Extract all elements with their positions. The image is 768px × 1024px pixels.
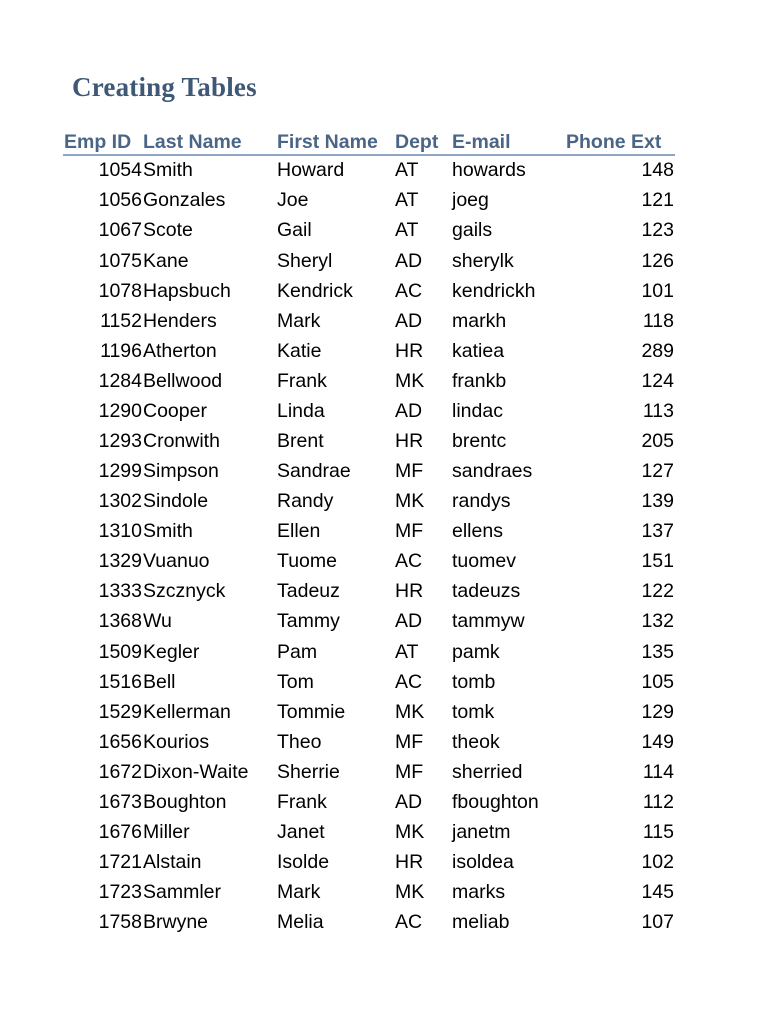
first-name-cell[interactable]: Sherrie	[277, 760, 340, 783]
last-name-cell[interactable]: Sindole	[143, 490, 209, 513]
table-row	[63, 487, 675, 517]
last-name-cell[interactable]: Miller	[143, 821, 190, 843]
first-name-cell[interactable]: Tadeuz	[277, 580, 340, 603]
header-dept[interactable]: Dept	[395, 126, 452, 155]
last-name-cell[interactable]: Kane	[143, 249, 189, 272]
email-cell[interactable]: isoldea	[452, 851, 514, 874]
phone-ext-cell[interactable]: 102	[641, 851, 674, 874]
table-row	[63, 276, 675, 306]
first-name-cell[interactable]: Katie	[277, 339, 322, 362]
last-name-cell[interactable]: Cooper	[143, 399, 207, 422]
emp-id-cell[interactable]: 1516	[98, 670, 142, 693]
employee-table	[63, 126, 675, 938]
table-row	[63, 457, 675, 487]
dept-cell[interactable]: AC	[395, 550, 423, 573]
first-name-cell[interactable]: Brent	[277, 429, 324, 452]
email-cell[interactable]: theok	[452, 730, 500, 753]
first-name-cell[interactable]: Mark	[277, 309, 321, 332]
table-row	[63, 667, 675, 697]
email-cell[interactable]: howards	[452, 159, 526, 182]
last-name-cell[interactable]: Smith	[143, 520, 193, 543]
first-name-cell[interactable]: Theo	[277, 730, 322, 753]
last-name-cell[interactable]: Kourios	[143, 730, 210, 753]
last-name-cell[interactable]: Hapsbuch	[143, 279, 231, 302]
table-row	[63, 637, 675, 667]
email-cell[interactable]: gails	[452, 219, 493, 242]
email-cell[interactable]: tomb	[452, 670, 496, 693]
first-name-cell[interactable]: Isolde	[277, 851, 330, 874]
phone-ext-cell[interactable]: 115	[642, 821, 674, 843]
emp-id-cell[interactable]: 1056	[98, 189, 142, 212]
phone-ext-cell[interactable]: 114	[642, 760, 674, 783]
last-name-cell[interactable]: Wu	[143, 610, 172, 633]
email-cell[interactable]: tadeuzs	[452, 580, 521, 603]
phone-ext-cell[interactable]: 101	[641, 279, 674, 302]
last-name-cell[interactable]: Dixon-Waite	[143, 760, 249, 783]
table-row	[63, 427, 675, 457]
first-name-cell[interactable]: Joe	[277, 189, 309, 212]
last-name-cell[interactable]: Smith	[143, 159, 193, 182]
email-cell[interactable]: lindac	[452, 399, 503, 422]
table-row	[63, 186, 675, 216]
table-row	[63, 367, 675, 397]
emp-id-cell[interactable]: 1329	[98, 550, 142, 573]
emp-id-cell[interactable]: 1333	[98, 580, 142, 603]
email-cell[interactable]: pamk	[452, 640, 500, 663]
table-row	[63, 246, 675, 276]
last-name-cell[interactable]: Alstain	[143, 851, 202, 874]
table-row	[63, 155, 675, 186]
table-row	[63, 848, 675, 878]
table-row	[63, 577, 675, 607]
email-cell[interactable]: katiea	[452, 339, 505, 362]
dept-cell[interactable]: AC	[395, 911, 423, 934]
last-name-cell[interactable]: Simpson	[143, 460, 219, 483]
phone-ext-cell[interactable]: 139	[641, 490, 674, 513]
emp-id-cell[interactable]: 1676	[98, 821, 142, 843]
emp-id-cell[interactable]: 1152	[100, 309, 142, 332]
page-title: Creating Tables	[72, 72, 257, 102]
dept-cell[interactable]: MF	[395, 520, 424, 543]
dept-cell[interactable]: AT	[395, 159, 419, 182]
dept-cell[interactable]: HR	[395, 429, 424, 452]
table-row	[63, 727, 675, 757]
phone-ext-cell[interactable]: 122	[641, 580, 674, 603]
email-cell[interactable]: ellens	[452, 520, 503, 543]
email-cell[interactable]: marks	[452, 881, 506, 904]
last-name-cell[interactable]: Atherton	[143, 339, 217, 362]
table-row	[63, 397, 675, 427]
table-row	[63, 758, 675, 788]
phone-ext-cell[interactable]: 112	[642, 790, 674, 813]
last-name-cell[interactable]: Kegler	[143, 640, 200, 663]
dept-cell[interactable]: MF	[395, 730, 424, 753]
dept-cell[interactable]: MK	[395, 700, 425, 723]
phone-ext-cell[interactable]: 129	[641, 700, 674, 723]
first-name-cell[interactable]: Sheryl	[277, 249, 333, 272]
table-row	[63, 818, 675, 848]
phone-ext-cell[interactable]: 107	[641, 911, 674, 934]
first-name-cell[interactable]: Ellen	[277, 520, 321, 543]
table-row	[63, 788, 675, 818]
first-name-cell[interactable]: Tuome	[277, 550, 337, 573]
phone-ext-cell[interactable]: 126	[641, 249, 674, 272]
table-row	[63, 216, 675, 246]
first-name-cell[interactable]: Sandrae	[277, 460, 351, 483]
dept-cell[interactable]: MK	[395, 881, 425, 904]
phone-ext-cell[interactable]: 151	[641, 550, 674, 573]
last-name-cell[interactable]: Cronwith	[143, 429, 220, 452]
dept-cell[interactable]: MK	[395, 369, 425, 392]
email-cell[interactable]: tuomev	[452, 550, 516, 573]
dept-cell[interactable]: HR	[395, 580, 424, 603]
dept-cell[interactable]: MK	[395, 490, 425, 513]
email-cell[interactable]: frankb	[452, 369, 507, 392]
emp-id-cell[interactable]: 1293	[98, 429, 142, 452]
email-cell[interactable]: janetm	[452, 821, 511, 843]
emp-id-cell[interactable]: 1196	[100, 339, 142, 362]
emp-id-cell[interactable]: 1368	[98, 610, 142, 633]
phone-ext-cell[interactable]: 124	[641, 369, 674, 392]
last-name-cell[interactable]: Kellerman	[143, 700, 231, 723]
phone-ext-cell[interactable]: 118	[642, 309, 674, 332]
table-row	[63, 547, 675, 577]
table-header-row	[63, 126, 675, 155]
table-row	[63, 306, 675, 336]
dept-cell[interactable]: AC	[395, 670, 423, 693]
dept-cell[interactable]: AC	[395, 279, 423, 302]
emp-id-cell[interactable]: 1075	[98, 249, 142, 272]
header-email[interactable]: E-mail	[452, 126, 564, 155]
table-row	[63, 908, 675, 938]
table-body	[63, 155, 675, 938]
dept-cell[interactable]: AD	[395, 610, 423, 633]
dept-cell[interactable]: AD	[395, 790, 423, 813]
phone-ext-cell[interactable]: 105	[641, 670, 674, 693]
email-cell[interactable]: markh	[452, 309, 507, 332]
email-cell[interactable]: fboughton	[452, 790, 539, 813]
email-cell[interactable]: joeg	[452, 189, 489, 212]
email-cell[interactable]: sandraes	[452, 460, 533, 483]
phone-ext-cell[interactable]: 149	[641, 730, 674, 753]
phone-ext-cell[interactable]: 127	[641, 460, 674, 483]
last-name-cell[interactable]: Bellwood	[143, 369, 223, 392]
last-name-cell[interactable]: Gonzales	[143, 189, 226, 212]
phone-ext-cell[interactable]: 145	[641, 881, 674, 904]
phone-ext-cell[interactable]: 135	[641, 640, 674, 663]
dept-cell[interactable]: AD	[395, 309, 423, 332]
last-name-cell[interactable]: Bell	[143, 670, 176, 693]
first-name-cell[interactable]: Gail	[277, 219, 312, 242]
dept-cell[interactable]: MK	[395, 821, 425, 843]
table-row	[63, 336, 675, 366]
emp-id-cell[interactable]: 1299	[98, 460, 142, 483]
last-name-cell[interactable]: Sammler	[143, 881, 222, 904]
phone-ext-cell[interactable]: 205	[641, 429, 674, 452]
email-cell[interactable]: randys	[452, 490, 511, 513]
emp-id-cell[interactable]: 1672	[98, 760, 142, 783]
email-cell[interactable]: sherylk	[452, 249, 514, 272]
phone-ext-cell[interactable]: 148	[641, 159, 674, 182]
emp-id-cell[interactable]: 1284	[98, 369, 142, 392]
first-name-cell[interactable]: Mark	[277, 881, 321, 904]
phone-ext-cell[interactable]: 289	[641, 339, 674, 362]
table-row	[63, 517, 675, 547]
emp-id-cell[interactable]: 1290	[98, 399, 142, 422]
table-row	[63, 878, 675, 908]
phone-ext-cell[interactable]: 137	[641, 520, 674, 543]
first-name-cell[interactable]: Randy	[277, 490, 334, 513]
email-cell[interactable]: meliab	[452, 911, 510, 934]
header-phone-ext[interactable]: Phone Ext	[564, 126, 675, 155]
emp-id-cell[interactable]: 1054	[98, 159, 142, 182]
header-last-name[interactable]: Last Name	[143, 126, 277, 155]
first-name-cell[interactable]: Janet	[277, 821, 325, 843]
phone-ext-cell[interactable]: 123	[641, 219, 674, 242]
emp-id-cell[interactable]: 1656	[98, 730, 142, 753]
table-row	[63, 697, 675, 727]
dept-cell[interactable]: HR	[395, 339, 424, 362]
email-cell[interactable]: tomk	[452, 700, 495, 723]
dept-cell[interactable]: AD	[395, 249, 423, 272]
dept-cell[interactable]: AT	[395, 219, 419, 242]
first-name-cell[interactable]: Frank	[277, 790, 327, 813]
last-name-cell[interactable]: Boughton	[143, 790, 227, 813]
first-name-cell[interactable]: Tammy	[277, 610, 340, 633]
first-name-cell[interactable]: Kendrick	[277, 279, 353, 302]
header-emp-id[interactable]: Emp ID	[63, 126, 143, 155]
last-name-cell[interactable]: Scote	[143, 219, 193, 242]
phone-ext-cell[interactable]: 113	[642, 399, 674, 422]
email-cell[interactable]: kendrickh	[452, 279, 536, 302]
emp-id-cell[interactable]: 1529	[98, 700, 142, 723]
dept-cell[interactable]: AD	[395, 399, 423, 422]
dept-cell[interactable]: AT	[395, 640, 419, 663]
last-name-cell[interactable]: Vuanuo	[143, 550, 210, 573]
dept-cell[interactable]: MF	[395, 760, 424, 783]
last-name-cell[interactable]: Henders	[143, 309, 217, 332]
header-first-name[interactable]: First Name	[277, 126, 395, 155]
first-name-cell[interactable]: Frank	[277, 369, 327, 392]
dept-cell[interactable]: HR	[395, 851, 424, 874]
first-name-cell[interactable]: Pam	[277, 640, 318, 663]
emp-id-cell[interactable]: 1310	[98, 520, 142, 543]
emp-id-cell[interactable]: 1067	[98, 219, 142, 242]
first-name-cell[interactable]: Melia	[277, 911, 324, 934]
emp-id-cell[interactable]: 1078	[98, 279, 142, 302]
first-name-cell[interactable]: Tommie	[277, 700, 346, 723]
last-name-cell[interactable]: Brwyne	[143, 911, 209, 934]
dept-cell[interactable]: MF	[395, 460, 424, 483]
first-name-cell[interactable]: Linda	[277, 399, 325, 422]
last-name-cell[interactable]: Szcznyck	[143, 580, 226, 603]
dept-cell[interactable]: AT	[395, 189, 419, 212]
phone-ext-cell[interactable]: 121	[641, 189, 674, 212]
first-name-cell[interactable]: Tom	[277, 670, 314, 693]
emp-id-cell[interactable]: 1509	[98, 640, 142, 663]
email-cell[interactable]: brentc	[452, 429, 507, 452]
table-row	[63, 607, 675, 637]
first-name-cell[interactable]: Howard	[277, 159, 345, 182]
emp-id-cell[interactable]: 1723	[98, 881, 142, 904]
email-cell[interactable]: sherried	[452, 760, 523, 783]
phone-ext-cell[interactable]: 132	[641, 610, 674, 633]
emp-id-cell[interactable]: 1302	[98, 490, 142, 513]
email-cell[interactable]: tammyw	[452, 610, 525, 633]
emp-id-cell[interactable]: 1758	[98, 911, 142, 934]
emp-id-cell[interactable]: 1721	[98, 851, 142, 874]
emp-id-cell[interactable]: 1673	[98, 790, 142, 813]
